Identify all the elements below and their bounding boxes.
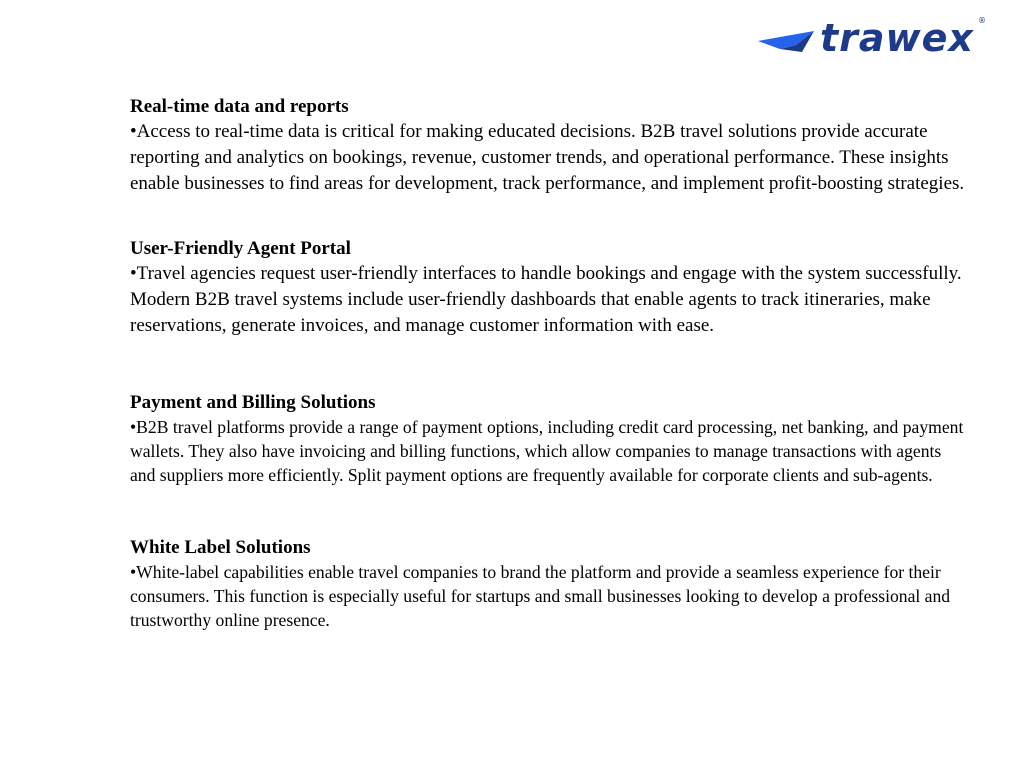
trawex-logo	[756, 14, 996, 60]
section-real-time-data	[130, 94, 970, 196]
section-body: •B2B travel platforms provide a range of payment options, including credit card processing, net banking, and payment wallets. They also have invoicing and billing functions, which allow companies to manage transactions with agents and suppliers more efficiently. Split payment options are frequently available for corporate clients and sub-agents.	[130, 417, 964, 485]
section-title: White Label Solutions	[130, 537, 311, 558]
logo-wordmark: trawex	[820, 16, 974, 60]
trawex-logo-graphic	[756, 14, 996, 60]
section-body: •White-label capabilities enable travel companies to brand the platform and provide a seamless experience for their consumers. This function is especially useful for startups and small businesses looking to develop a professional and trustworthy online presence.	[130, 562, 951, 630]
section-body: •Access to real-time data is critical for making educated decisions. B2B travel solutions provide accurate reporting and analytics on bookings, revenue, customer trends, and operational performance. These insights enable businesses to find areas for development, track performance, and implement profit-boosting strategies.	[130, 121, 965, 194]
section-payment-billing	[130, 390, 970, 487]
section-body: •Travel agencies request user-friendly interfaces to handle bookings and engage with the system successfully. Modern B2B travel systems include user-friendly dashboards that enable agents to track itineraries, make reservations, generate invoices, and manage customer information with ease.	[130, 263, 962, 336]
logo-registered-mark: ®	[978, 16, 986, 25]
section-agent-portal	[130, 236, 970, 338]
section-title: User-Friendly Agent Portal	[130, 238, 351, 259]
section-title: Payment and Billing Solutions	[130, 392, 376, 413]
section-white-label	[130, 535, 970, 632]
section-title: Real-time data and reports	[130, 96, 349, 117]
